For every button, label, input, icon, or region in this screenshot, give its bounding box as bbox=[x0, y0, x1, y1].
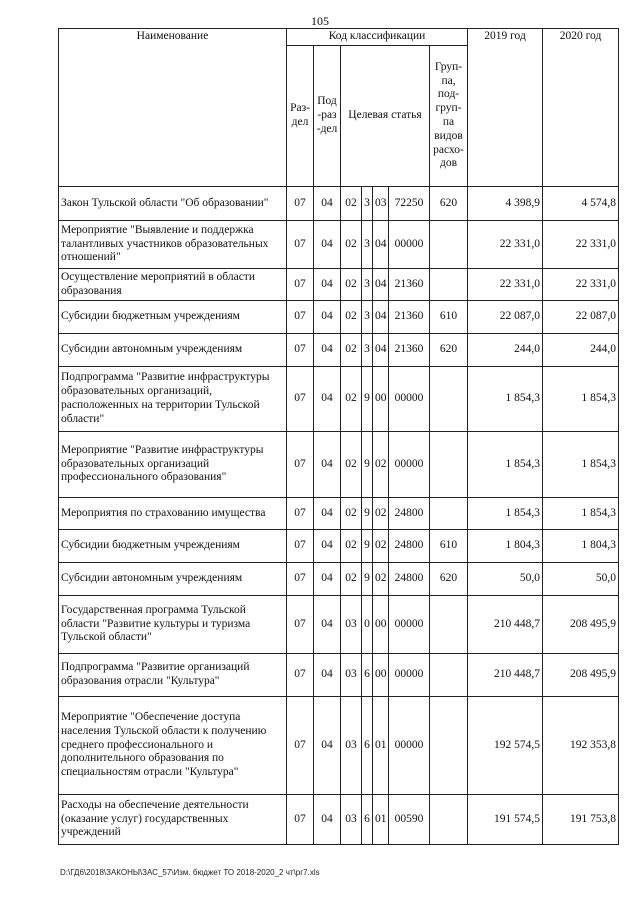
row-target-3: 02 bbox=[373, 432, 389, 498]
row-group bbox=[430, 498, 468, 530]
table-row bbox=[59, 269, 619, 301]
row-target-1: 02 bbox=[341, 367, 362, 432]
row-razdel: 07 bbox=[287, 301, 314, 334]
row-target-2: 3 bbox=[362, 269, 373, 301]
row-razdel: 07 bbox=[287, 498, 314, 530]
row-target-4: 21360 bbox=[389, 334, 430, 367]
row-group bbox=[430, 654, 468, 697]
row-razdel: 07 bbox=[287, 563, 314, 596]
row-target-4: 00000 bbox=[389, 654, 430, 697]
row-target-1: 02 bbox=[341, 432, 362, 498]
row-target-4: 21360 bbox=[389, 301, 430, 334]
row-target-4: 00590 bbox=[389, 795, 430, 845]
row-target-3: 00 bbox=[373, 596, 389, 654]
row-target-3: 02 bbox=[373, 498, 389, 530]
row-name: Субсидии автономным учреждениям bbox=[59, 334, 287, 367]
row-name: Мероприятие "Развитие инфраструктуры образовательных организаций профессионального образования" bbox=[59, 432, 287, 498]
row-razdel: 07 bbox=[287, 432, 314, 498]
row-2019: 191 574,5 bbox=[468, 795, 543, 845]
row-podrazdel: 04 bbox=[314, 498, 341, 530]
row-2020: 1 854,3 bbox=[543, 432, 619, 498]
row-target-1: 03 bbox=[341, 795, 362, 845]
row-podrazdel: 04 bbox=[314, 795, 341, 845]
page-number: 105 bbox=[311, 14, 329, 28]
row-group bbox=[430, 596, 468, 654]
row-target-4: 24800 bbox=[389, 530, 430, 563]
row-target-2: 9 bbox=[362, 498, 373, 530]
row-name: Подпрограмма "Развитие инфраструктуры образовательных организаций, расположенных на территории Тульской области" bbox=[59, 367, 287, 432]
row-target-3: 01 bbox=[373, 697, 389, 795]
row-group: 620 bbox=[430, 563, 468, 596]
row-group bbox=[430, 367, 468, 432]
row-target-1: 02 bbox=[341, 498, 362, 530]
header-2019: 2019 год bbox=[468, 29, 543, 187]
row-podrazdel: 04 bbox=[314, 301, 341, 334]
row-razdel: 07 bbox=[287, 530, 314, 563]
row-target-3: 01 bbox=[373, 795, 389, 845]
row-name: Расходы на обеспечение деятельности (оказание услуг) государственных учреждений bbox=[59, 795, 287, 845]
row-2019: 192 574,5 bbox=[468, 697, 543, 795]
row-podrazdel: 04 bbox=[314, 654, 341, 697]
row-podrazdel: 04 bbox=[314, 367, 341, 432]
header-code: Код классификации bbox=[287, 29, 468, 46]
row-group: 620 bbox=[430, 187, 468, 221]
table-row bbox=[59, 187, 619, 221]
file-path-footer: D:\ГД6\2018\ЗАКОНЫ\ЗАС_57\Изм. бюджет ТО 2018-2020_2 чт\рг7.xls bbox=[60, 868, 320, 877]
row-razdel: 07 bbox=[287, 654, 314, 697]
table-row bbox=[59, 301, 619, 334]
row-target-2: 3 bbox=[362, 301, 373, 334]
row-2019: 1 854,3 bbox=[468, 498, 543, 530]
row-target-1: 02 bbox=[341, 563, 362, 596]
row-2019: 4 398,9 bbox=[468, 187, 543, 221]
table-row bbox=[59, 563, 619, 596]
row-razdel: 07 bbox=[287, 269, 314, 301]
row-2019: 1 854,3 bbox=[468, 367, 543, 432]
row-target-4: 00000 bbox=[389, 432, 430, 498]
row-group bbox=[430, 697, 468, 795]
row-2020: 1 854,3 bbox=[543, 498, 619, 530]
row-2020: 1 854,3 bbox=[543, 367, 619, 432]
row-podrazdel: 04 bbox=[314, 269, 341, 301]
row-target-2: 3 bbox=[362, 187, 373, 221]
row-target-1: 02 bbox=[341, 530, 362, 563]
row-target-2: 6 bbox=[362, 697, 373, 795]
row-2019: 22 087,0 bbox=[468, 301, 543, 334]
row-podrazdel: 04 bbox=[314, 432, 341, 498]
table-row bbox=[59, 596, 619, 654]
row-2019: 22 331,0 bbox=[468, 269, 543, 301]
row-group: 620 bbox=[430, 334, 468, 367]
row-2019: 1 854,3 bbox=[468, 432, 543, 498]
row-group: 610 bbox=[430, 301, 468, 334]
row-target-1: 03 bbox=[341, 697, 362, 795]
row-podrazdel: 04 bbox=[314, 334, 341, 367]
row-name: Закон Тульской области "Об образовании" bbox=[59, 187, 287, 221]
row-podrazdel: 04 bbox=[314, 596, 341, 654]
row-razdel: 07 bbox=[287, 596, 314, 654]
row-podrazdel: 04 bbox=[314, 187, 341, 221]
row-2020: 22 331,0 bbox=[543, 269, 619, 301]
table-row bbox=[59, 334, 619, 367]
row-target-3: 00 bbox=[373, 367, 389, 432]
header-group: Груп-па, под-груп-па видов расхо-дов bbox=[430, 46, 468, 187]
row-2020: 191 753,8 bbox=[543, 795, 619, 845]
row-target-4: 00000 bbox=[389, 596, 430, 654]
budget-table bbox=[58, 28, 619, 845]
row-podrazdel: 04 bbox=[314, 221, 341, 269]
header-razdel: Раз-дел bbox=[287, 46, 314, 187]
row-2019: 244,0 bbox=[468, 334, 543, 367]
table-row bbox=[59, 221, 619, 269]
row-2020: 50,0 bbox=[543, 563, 619, 596]
row-razdel: 07 bbox=[287, 221, 314, 269]
row-target-1: 03 bbox=[341, 596, 362, 654]
row-name: Субсидии бюджетным учреждениям bbox=[59, 301, 287, 334]
table-row bbox=[59, 697, 619, 795]
header-name: Наименование bbox=[59, 29, 287, 187]
row-target-4: 72250 bbox=[389, 187, 430, 221]
row-group bbox=[430, 795, 468, 845]
row-target-3: 00 bbox=[373, 654, 389, 697]
row-target-3: 03 bbox=[373, 187, 389, 221]
row-target-1: 02 bbox=[341, 187, 362, 221]
row-group bbox=[430, 432, 468, 498]
row-target-4: 00000 bbox=[389, 221, 430, 269]
row-name: Мероприятие "Обеспечение доступа населения Тульской области к получению среднего профессионального и дополнительного образования по специальностям отрасли "Культура" bbox=[59, 697, 287, 795]
header-podrazdel: Под-раз-дел bbox=[314, 46, 341, 187]
row-razdel: 07 bbox=[287, 334, 314, 367]
row-2020: 208 495,9 bbox=[543, 596, 619, 654]
row-name: Осуществление мероприятий в области образования bbox=[59, 269, 287, 301]
header-2020: 2020 год bbox=[543, 29, 619, 187]
row-2020: 4 574,8 bbox=[543, 187, 619, 221]
row-2020: 22 331,0 bbox=[543, 221, 619, 269]
table-row bbox=[59, 498, 619, 530]
row-2019: 210 448,7 bbox=[468, 596, 543, 654]
row-group bbox=[430, 221, 468, 269]
row-target-1: 02 bbox=[341, 334, 362, 367]
row-target-1: 03 bbox=[341, 654, 362, 697]
row-2020: 1 804,3 bbox=[543, 530, 619, 563]
row-target-2: 9 bbox=[362, 432, 373, 498]
table-row bbox=[59, 795, 619, 845]
row-target-2: 9 bbox=[362, 563, 373, 596]
row-target-4: 24800 bbox=[389, 563, 430, 596]
row-target-1: 02 bbox=[341, 269, 362, 301]
row-target-2: 0 bbox=[362, 596, 373, 654]
row-razdel: 07 bbox=[287, 795, 314, 845]
row-2019: 210 448,7 bbox=[468, 654, 543, 697]
row-target-3: 04 bbox=[373, 301, 389, 334]
row-target-2: 3 bbox=[362, 334, 373, 367]
table-row bbox=[59, 432, 619, 498]
row-target-2: 3 bbox=[362, 221, 373, 269]
row-target-4: 21360 bbox=[389, 269, 430, 301]
row-2020: 208 495,9 bbox=[543, 654, 619, 697]
row-2020: 244,0 bbox=[543, 334, 619, 367]
row-group bbox=[430, 269, 468, 301]
row-target-4: 24800 bbox=[389, 498, 430, 530]
row-target-3: 02 bbox=[373, 530, 389, 563]
row-target-2: 6 bbox=[362, 795, 373, 845]
row-name: Подпрограмма "Развитие организаций образования отрасли "Культура" bbox=[59, 654, 287, 697]
row-2019: 22 331,0 bbox=[468, 221, 543, 269]
row-name: Государственная программа Тульской области "Развитие культуры и туризма Тульской области" bbox=[59, 596, 287, 654]
row-target-3: 04 bbox=[373, 334, 389, 367]
row-target-4: 00000 bbox=[389, 697, 430, 795]
table-row bbox=[59, 530, 619, 563]
row-name: Мероприятия по страхованию имущества bbox=[59, 498, 287, 530]
row-2020: 22 087,0 bbox=[543, 301, 619, 334]
row-razdel: 07 bbox=[287, 367, 314, 432]
row-target-1: 02 bbox=[341, 301, 362, 334]
row-target-2: 6 bbox=[362, 654, 373, 697]
row-podrazdel: 04 bbox=[314, 563, 341, 596]
row-target-3: 02 bbox=[373, 563, 389, 596]
row-target-3: 04 bbox=[373, 221, 389, 269]
row-razdel: 07 bbox=[287, 697, 314, 795]
row-name: Субсидии бюджетным учреждениям bbox=[59, 530, 287, 563]
row-target-2: 9 bbox=[362, 530, 373, 563]
row-target-3: 04 bbox=[373, 269, 389, 301]
row-podrazdel: 04 bbox=[314, 697, 341, 795]
row-target-2: 9 bbox=[362, 367, 373, 432]
table-row bbox=[59, 654, 619, 697]
row-razdel: 07 bbox=[287, 187, 314, 221]
row-group: 610 bbox=[430, 530, 468, 563]
row-target-1: 02 bbox=[341, 221, 362, 269]
row-2019: 1 804,3 bbox=[468, 530, 543, 563]
row-2020: 192 353,8 bbox=[543, 697, 619, 795]
row-podrazdel: 04 bbox=[314, 530, 341, 563]
row-target-4: 00000 bbox=[389, 367, 430, 432]
row-2019: 50,0 bbox=[468, 563, 543, 596]
row-name: Мероприятие "Выявление и поддержка талантливых участников образовательных отношений" bbox=[59, 221, 287, 269]
table-row bbox=[59, 367, 619, 432]
header-target: Целевая статья bbox=[341, 46, 430, 187]
row-name: Субсидии автономным учреждениям bbox=[59, 563, 287, 596]
